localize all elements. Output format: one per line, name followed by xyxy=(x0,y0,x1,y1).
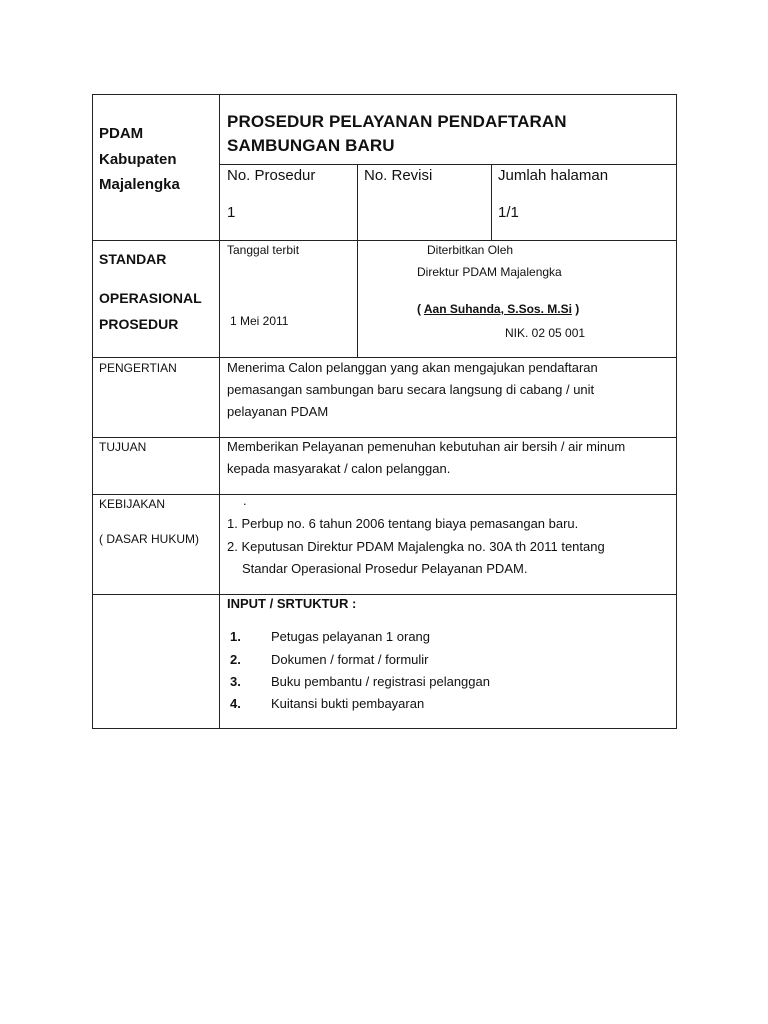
kebijakan-line-2: 2. Keputusan Direktur PDAM Majalengka no. 30A th 2011 tentang xyxy=(227,539,605,554)
kebijakan-label: KEBIJAKAN xyxy=(99,497,166,511)
input-item-2-text: Dokumen / format / formulir xyxy=(271,652,429,667)
table-border-top xyxy=(92,94,677,95)
column-divider-main xyxy=(219,94,220,729)
meta-divider-1 xyxy=(357,164,358,241)
jumlah-halaman-label: Jumlah halaman xyxy=(498,167,609,184)
table-border-right xyxy=(676,94,677,729)
input-item-4-num: 4. xyxy=(230,696,241,711)
table-border-bottom xyxy=(92,728,677,729)
pengertian-line-1: Menerima Calon pelanggan yang akan mengajukan pendaftaran xyxy=(227,360,598,375)
input-item-1-num: 1. xyxy=(230,629,241,644)
document-title-line-2: SAMBUNGAN BARU xyxy=(227,136,395,155)
pengertian-line-2: pemasangan sambungan baru secara langsung di cabang / unit xyxy=(227,382,595,397)
meta-divider-2 xyxy=(491,164,492,241)
kebijakan-line-3: Standar Operasional Prosedur Pelayanan PDAM. xyxy=(242,561,528,576)
no-prosedur-value: 1 xyxy=(227,204,236,221)
row-divider-pengertian xyxy=(92,437,677,438)
issuer-name: Aan Suhanda, S.Sos. M.Si xyxy=(423,302,572,316)
tujuan-label: TUJUAN xyxy=(99,440,147,454)
issue-date-value: 1 Mei 2011 xyxy=(230,314,289,328)
issuer-label: Diterbitkan Oleh xyxy=(427,243,514,257)
sop-line-2: OPERASIONAL xyxy=(99,290,202,306)
sop-line-1: STANDAR xyxy=(99,251,167,267)
input-item-3-num: 3. xyxy=(230,674,241,689)
no-revisi-label: No. Revisi xyxy=(364,167,433,184)
pengertian-label: PENGERTIAN xyxy=(99,361,177,375)
input-item-4-text: Kuitansi bukti pembayaran xyxy=(271,696,425,711)
title-divider xyxy=(220,164,677,165)
pengertian-line-3: pelayanan PDAM xyxy=(227,404,329,419)
no-prosedur-label: No. Prosedur xyxy=(227,167,316,184)
sop-divider xyxy=(357,240,358,358)
org-line-2: Kabupaten xyxy=(99,151,177,168)
sop-line-3: PROSEDUR xyxy=(99,316,179,332)
row-divider-kebijakan xyxy=(92,594,677,595)
input-item-3-text: Buku pembantu / registrasi pelanggan xyxy=(271,674,490,689)
input-item-2-num: 2. xyxy=(230,652,241,667)
org-line-3: Majalengka xyxy=(99,176,180,193)
issuer-close-paren: ) xyxy=(571,302,580,316)
kebijakan-dot: . xyxy=(243,493,247,508)
kebijakan-sublabel: ( DASAR HUKUM) xyxy=(99,532,200,546)
document-title-line-1: PROSEDUR PELAYANAN PENDAFTARAN xyxy=(227,112,567,131)
issuer-signature xyxy=(417,302,579,316)
issuer-nik: NIK. 02 05 001 xyxy=(505,326,586,340)
issuer-position: Direktur PDAM Majalengka xyxy=(417,265,562,279)
jumlah-halaman-value: 1/1 xyxy=(498,204,519,221)
tujuan-line-2: kepada masyarakat / calon pelanggan. xyxy=(227,461,451,476)
table-border-left xyxy=(92,94,93,729)
issue-date-label: Tanggal terbit xyxy=(227,243,300,257)
input-heading: INPUT / SRTUKTUR : xyxy=(227,596,357,611)
row-divider-header xyxy=(92,240,677,241)
input-item-1-text: Petugas pelayanan 1 orang xyxy=(271,629,431,644)
row-divider-sop xyxy=(92,357,677,358)
org-line-1: PDAM xyxy=(99,125,144,142)
tujuan-line-1: Memberikan Pelayanan pemenuhan kebutuhan air bersih / air minum xyxy=(227,439,626,454)
issuer-open-paren: ( xyxy=(417,302,424,316)
row-divider-tujuan xyxy=(92,494,677,495)
kebijakan-line-1: 1. Perbup no. 6 tahun 2006 tentang biaya pemasangan baru. xyxy=(227,516,579,531)
